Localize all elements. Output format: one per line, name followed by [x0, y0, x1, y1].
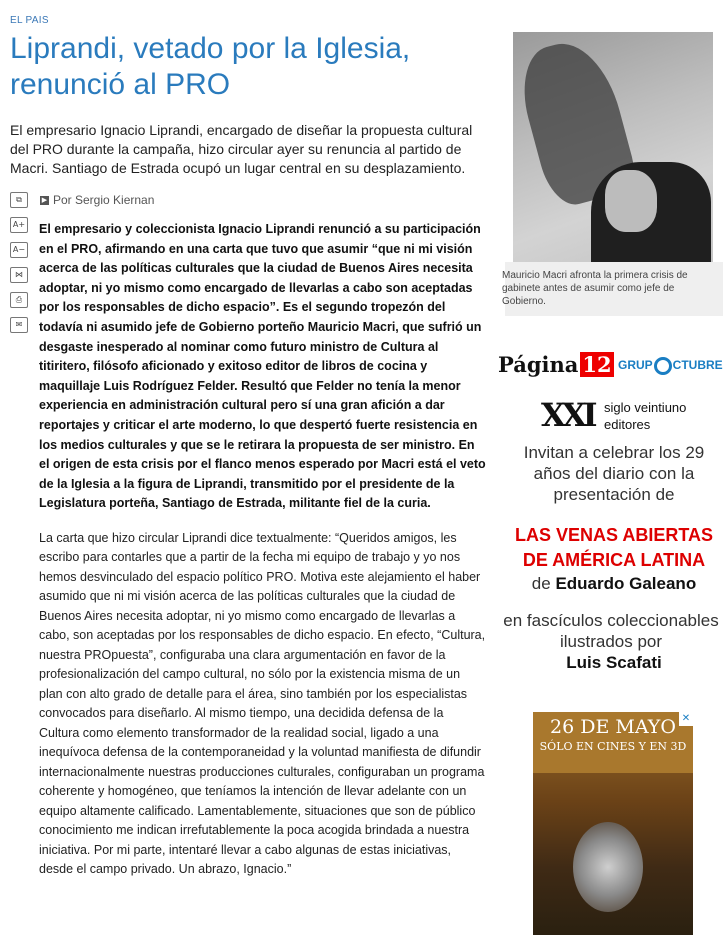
article-body: [39, 220, 487, 880]
promo-book-title-1: LAS VENAS ABIERTAS: [514, 525, 714, 545]
caption-box: [502, 262, 723, 316]
email-icon[interactable]: ✉: [10, 317, 28, 333]
section-label[interactable]: EL PAIS: [10, 15, 49, 26]
window-icon[interactable]: ⧉: [10, 192, 28, 208]
article-paragraph: La carta que hizo circular Liprandi dice textualmente: “Queridos amigos, les escribo para contarles que a partir de la fecha mi equipo de trabajo y yo nos hemos desvinculado del espacio político PRO. Motiva este alejamiento el haber asumido que ni mi visión acerca de las políticas culturales que la ciudad de Buenos Aires necesita adoptar, ni yo mismo como encargado de llevarlas a cabo, son aceptadas por los responsables de dicho espacio. En efecto, “Cultura, nuestra PROpuesta”, configuraba una clara argumentación en favor de la profesionalización del campo cultural, no sólo por la existencia misma de un plan con alto grado de detalle para el área, sino también por los especialistas convocados para diseñarlo. Al mismo tiempo, una decidida defensa de la Cultura como elemento transformador de la realidad social, ligado a una inequívoca defensa de la contemporaneidad y la voluntad manifiesta de difundir internacionalmente nuestras producciones culturales, configuraban un programa coherente y homogéneo, que teníamos la intención de llevar adelante con un equipo altamente calificado. Lamentablemente, situaciones que son de público conocimiento me indican irrefutablemente la poca acogida brindada a nuestra iniciativa. Por mi parte, intentaré llevar a cabo algunas de estas iniciativas, desde el campo privado. Un abrazo, Ignacio.”: [39, 530, 486, 877]
article-title: Liprandi, vetado por la Iglesia, renunció al PRO: [10, 32, 411, 101]
share-icon[interactable]: ⋈: [10, 267, 28, 283]
promo-outro: en fascículos coleccionables ilustrados por: [503, 611, 719, 651]
ad-close-icon[interactable]: ✕: [679, 712, 693, 726]
siglo-xxi-mark: XXI: [541, 396, 594, 434]
promo-book-title-2: DE AMÉRICA LATINA: [522, 550, 706, 570]
sponsor-logos: [498, 352, 723, 382]
promo-intro: Invitan a celebrar los 29 años del diario con la presentación de: [523, 443, 705, 504]
font-increase-icon[interactable]: A+: [10, 217, 28, 233]
article-toolbar: [10, 192, 28, 342]
ad-date: 26 DE MAYO: [550, 716, 676, 738]
font-decrease-icon[interactable]: A−: [10, 242, 28, 258]
sidebar: [498, 20, 723, 673]
article-column: [10, 0, 488, 213]
author-link[interactable]: ▶ Por Sergio Kiernan: [41, 193, 155, 207]
article-photo: [513, 32, 713, 262]
byline: [10, 193, 488, 213]
play-arrow-icon: ▶: [41, 197, 48, 205]
o-ring-icon: [654, 357, 672, 375]
pagina12-logo[interactable]: Página 12: [498, 352, 612, 377]
grupo-octubre-logo[interactable]: GRUP CTUBRE: [618, 357, 723, 375]
ad-header: [533, 712, 693, 773]
ad-subtitle: SÓLO EN CINES Y EN 3D: [539, 740, 687, 753]
print-icon[interactable]: ⎙: [10, 292, 28, 308]
promo-book-author: de Eduardo Galeano: [531, 574, 697, 593]
book-promo[interactable]: [505, 442, 723, 673]
photo-caption: Mauricio Macri afronta la primera crisis de gabinete antes de asumir como jefe de Gobierno.: [502, 270, 688, 307]
photo-face: [605, 170, 657, 232]
ad-figure: [573, 822, 643, 912]
promo-illustrator: Luis Scafati: [566, 653, 662, 672]
article-paragraph-bold: El empresario y coleccionista Ignacio Liprandi renunció a su participación en el PRO, afirmando en una carta que tuvo que asumir “que ni mi visión acerca de las políticas culturales que la ciudad de Buenos Aires necesita adoptar, ni yo mismo como encargado de llevarlas a cabo son aceptadas por los responsables de dicho espacio”. Es el segundo tropezón del todavía ni asumido jefe de Gobierno porteño Mauricio Macri, que sufrió un desgaste inesperado al nominar como futuro ministro de Cultura al titiritero, filósofo aficionado y exitoso editor de libros de cocina y maquillaje Luis Rodríguez Felder. Resultó que Felder no tenía la menor experiencia en administración cultural pero sí una gran afición a dar reportajes y criticar el arte moderno, lo que despertó fuerte resistencia en los medios culturales y que se le retirara la propuesta de ser ministro. En el origen de esta crisis por el flanco menos esperado por Macri está el veto de la Iglesia a la figura de Liprandi, transmitido por el presidente de la Legislatura porteña, Santiago de Estrada, militante fiel de la curia.: [39, 222, 486, 511]
siglo-xxi-logo[interactable]: [505, 394, 723, 432]
movie-ad[interactable]: [533, 712, 693, 935]
siglo-xxi-text: siglo veintiuno editores: [604, 400, 687, 432]
article-lead: El empresario Ignacio Liprandi, encargado de diseñar la propuesta cultural del PRO durante la campaña, hizo circular ayer su renuncia al partido de Macri. Santiago de Estrada ocupó un lugar central en su desplazamiento.: [10, 122, 473, 176]
